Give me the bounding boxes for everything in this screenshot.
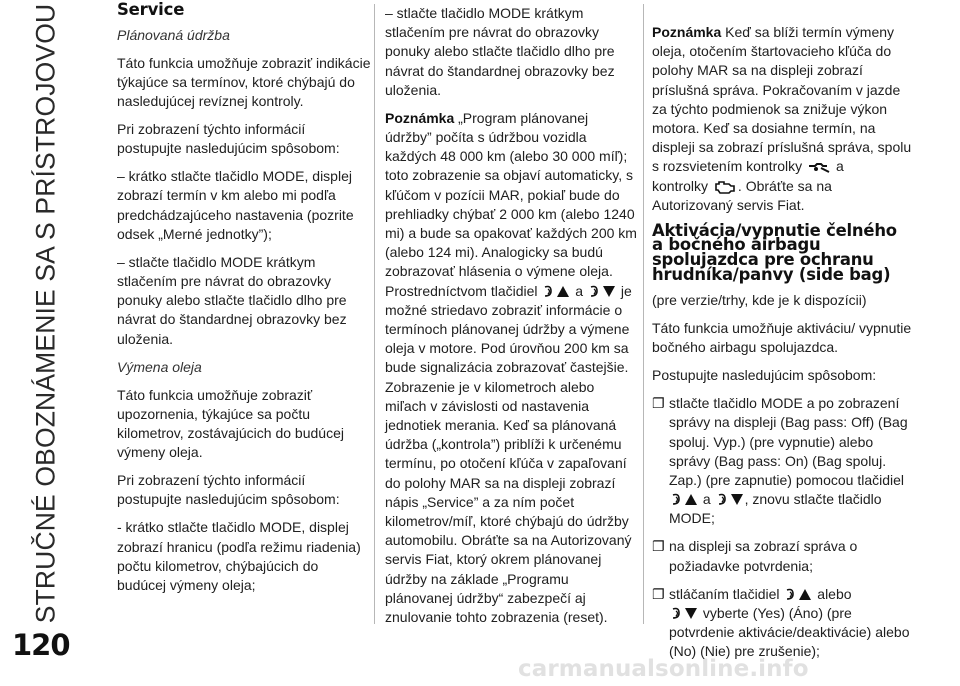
button-up-icon [784, 587, 812, 602]
list-text: , znovu stlačte tlačidlo MODE; [669, 491, 882, 527]
column-1 [117, 0, 371, 604]
list-text: stlačte tlačidlo MODE a po zobrazení správy na displeji (Bag pass: Off) (Bag spoluj. Vyp.) (pre vypnutie) alebo správy (Bag pass: On) (Bag spoluj. Zap.) (pre zapnutie) pomocou tlačidiel [669, 395, 908, 489]
paragraph: Táto funkcia umožňuje aktiváciu/ vypnutie bočného airbagu spolujazdca. [652, 320, 912, 356]
engine-check-icon [713, 179, 737, 194]
button-down-icon [588, 284, 616, 299]
paragraph: Postupujte nasledujúcim spôsobom: [652, 367, 877, 384]
paragraph: – krátko stlačte tlačidlo MODE, displej zobrazí termín v km alebo mi podľa predchádzajúceho nastavenia (pozrite odsek „Merné jednotky”); [117, 168, 354, 242]
paragraph: – stlačte tlačidlo MODE krátkym stlačením pre návrat do obrazovky ponuky alebo stlačte tlačidlo dlho pre návrat do štandardnej obrazovky bez uloženia. [117, 253, 347, 347]
note-text: a [835, 158, 844, 175]
note-text: Keď sa blíži termín výmeny oleja, otočením štartovacieho kľúča do polohy MAR sa na displeji zobrazí príslušná správa. Pokračovaním v jazde za týchto podmienok sa znižuje výkon motora. Keď sa dosiahne termín, na displeji sa zobrazí príslušná správa, spolu s rozsvietením kontrolky [652, 24, 912, 175]
paragraph: Táto funkcia umožňuje zobraziť upozornenia, týkajúce sa počtu kilometrov, zostávajúcich do budúcej výmeny oleja. [117, 386, 344, 461]
bullet-box-icon: ❐ [652, 538, 665, 555]
section-heading-service: Service [117, 0, 185, 19]
button-up-icon [670, 492, 698, 507]
footer-watermark: carmanualsonline.info [518, 656, 809, 682]
subheading-planned-maintenance: Plánovaná údržba [117, 26, 230, 43]
list-item-text: na displeji sa zobrazí správa o požiadavke potvrdenia; [669, 538, 858, 574]
button-down-icon [716, 492, 744, 507]
note-text: . Obráťte sa na Autorizovaný servis Fiat. [652, 177, 832, 213]
list-item [652, 394, 912, 528]
list-item-text [669, 585, 912, 662]
list-item [652, 537, 912, 575]
subheading-oil-change: Výmena oleja [117, 358, 202, 375]
button-up-icon [542, 284, 570, 299]
note-paragraph [652, 23, 912, 215]
note-label: Poznámka [652, 24, 722, 40]
list-text: vyberte (Yes) (Áno) (pre potvrdenie aktivácie/deaktivácie) alebo (No) (Nie) pre zrušenie); [669, 604, 910, 660]
column-2 [385, 4, 637, 636]
paragraph: (pre verzie/trhy, kde je k dispozícii) [652, 292, 867, 308]
section-heading-airbag: Aktivácia/vypnutie čelného a bočného airbagu spolujazdca pre ochranu hrudníka/panvy (side bag) [652, 220, 897, 284]
button-down-icon [670, 606, 698, 621]
page-number: 120 [12, 628, 70, 662]
column-divider [374, 4, 375, 624]
list-text: stláčaním tlačidiel [669, 585, 780, 602]
list-item-text [669, 394, 912, 528]
list-text: alebo [817, 585, 852, 602]
paragraph: Táto funkcia umožňuje zobraziť indikácie týkajúce sa termínov, ktoré chýbajú do nasledujúcej revíznej kontroly. [117, 54, 371, 109]
note-text: je možné striedavo zobraziť informácie o termínoch plánovanej údržby a výmene oleja v motore. Pod úrovňou 200 km sa bude signalizácia zobrazovať častejšie. Zobrazenie je v kilometroch alebo miľach v závislosti od nastavenia jednotiek merania. Keď sa plánovaná údržba („kontrola”) priblíži k určenému termínu, po otočení kľúča v zapaľovaní do polohy MAR sa na displeji zobrazí nápis „Service” a za ním počet kilometrov/míľ, ktoré chýbajú do údržby automobilu. Obráťte sa na Autorizovaný servis Fiat, ktorý okrem plánovanej údržby na základe „Programu plánovanej údržby“ zabezpečí aj znulovanie tohto zobrazenia (reset). [385, 282, 632, 626]
service-wrench-icon [807, 160, 831, 174]
column-3 [652, 23, 912, 670]
section-title-vertical [4, 2, 88, 624]
paragraph: – stlačte tlačidlo MODE krátkym stlačením pre návrat do obrazovky ponuky alebo stlačte tlačidlo dlho pre návrat do štandardnej obrazovky bez uloženia. [385, 5, 615, 98]
note-label: Poznámka [385, 109, 455, 126]
bullet-box-icon: ❐ [652, 585, 665, 602]
note-text: a [575, 282, 584, 299]
paragraph: Pri zobrazení týchto informácií postupujte nasledujúcim spôsobom: [117, 120, 340, 157]
list-text: a [702, 491, 711, 508]
list-item [652, 585, 912, 662]
bullet-box-icon: ❐ [652, 395, 665, 412]
column-divider [643, 4, 644, 624]
note-text: „Program plánovanej údržby” počíta s údržbou vozidla každých 48 000 km (alebo 30 000 míľ); toto zobrazenie sa objaví automaticky, s kľúčom v pozícii MAR, pokiaľ bude do prehliadky chýbať 2 000 km (alebo 1240 mi) a bude sa opakovať každých 200 km (alebo 124 mi). Analogicky sa budú zobrazovať hlásenia o výmene oleja. Prostredníctvom tlačidiel [385, 109, 637, 299]
paragraph: Pri zobrazení týchto informácií postupujte nasledujúcim spôsobom: [117, 472, 340, 508]
note-text: kontrolky [652, 177, 709, 194]
paragraph: - krátko stlačte tlačidlo MODE, displej zobrazí hranicu (podľa režimu riadenia) počtu kilometrov, chýbajúcich do budúcej výmeny oleja; [117, 519, 361, 593]
section-title-text: STRUČNÉ OBOZNÁMENIE SA S PRÍSTROJOVOU [30, 3, 61, 623]
note-paragraph [385, 109, 637, 627]
